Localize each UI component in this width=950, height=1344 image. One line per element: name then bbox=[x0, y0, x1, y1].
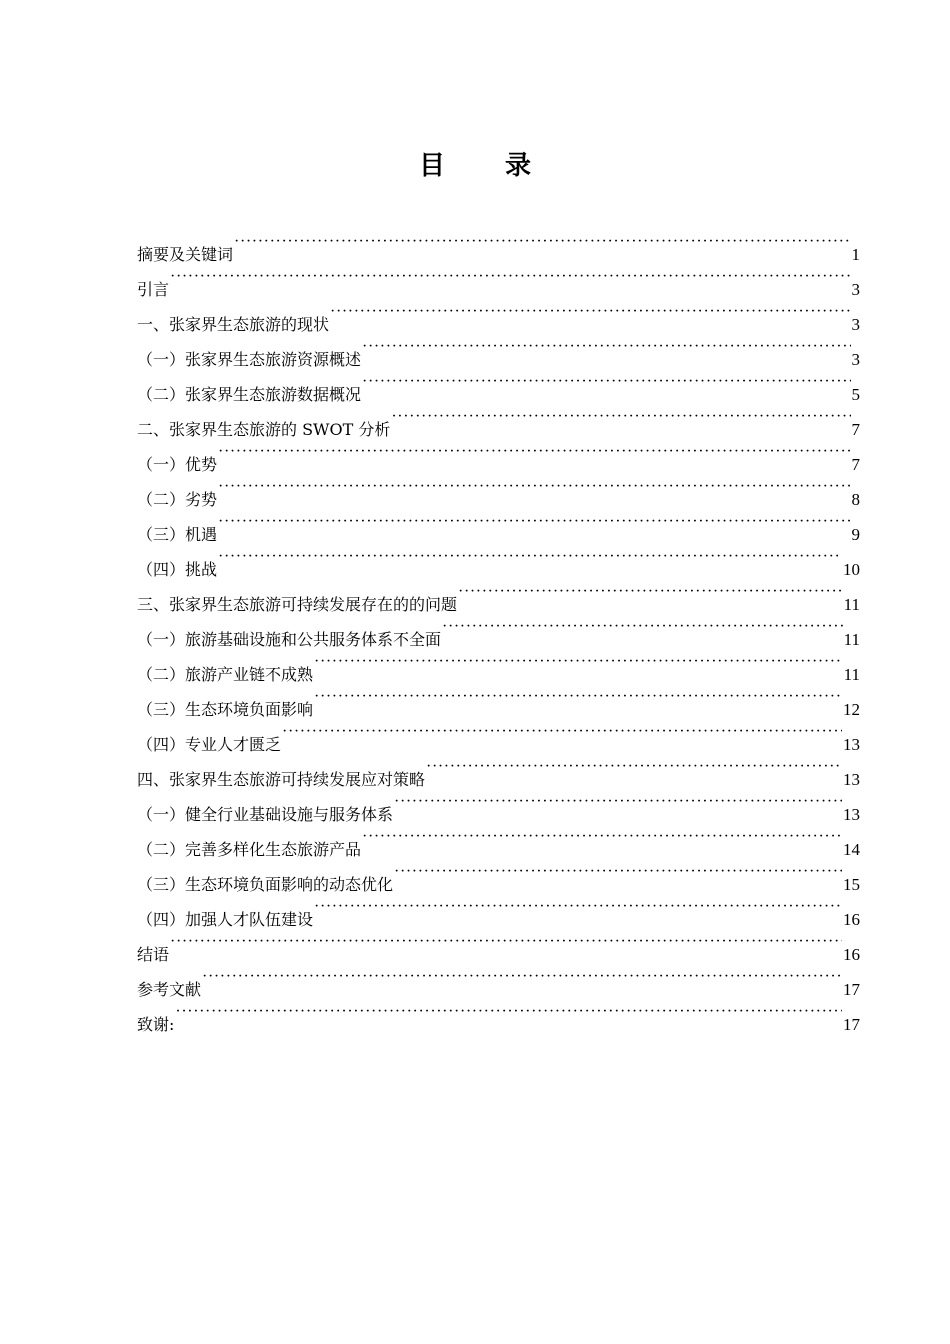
dot-leader bbox=[314, 899, 842, 925]
dot-leader bbox=[394, 794, 842, 820]
toc-entry-label: （二）劣势 bbox=[137, 490, 218, 509]
toc-entry-page: 16 bbox=[843, 910, 860, 929]
toc-entry[interactable] bbox=[137, 549, 860, 584]
page-title bbox=[0, 145, 950, 182]
toc-entry[interactable] bbox=[137, 339, 860, 374]
toc-entry-page: 11 bbox=[843, 595, 860, 614]
toc-entry-page: 5 bbox=[851, 385, 860, 404]
toc-entry-label: 结语 bbox=[137, 945, 170, 964]
toc-entry-label: （一）优势 bbox=[137, 455, 218, 474]
toc-entry-page: 3 bbox=[851, 280, 860, 299]
toc-entry-label: 引言 bbox=[137, 280, 170, 299]
toc-entry-label: （四）加强人才队伍建设 bbox=[137, 910, 314, 929]
toc-entry-page: 13 bbox=[843, 770, 860, 789]
toc-entry-label: （二）旅游产业链不成熟 bbox=[137, 665, 314, 684]
toc-entry-page: 13 bbox=[843, 735, 860, 754]
toc-entry-page: 1 bbox=[851, 245, 860, 264]
toc-entry[interactable] bbox=[137, 689, 860, 724]
toc-entry-label: （四）专业人才匮乏 bbox=[137, 735, 282, 754]
toc-entry-label: 二、张家界生态旅游的 SWOT 分析 bbox=[137, 420, 391, 439]
toc-entry[interactable] bbox=[137, 654, 860, 689]
dot-leader bbox=[314, 689, 842, 715]
toc-entry[interactable] bbox=[137, 934, 860, 969]
dot-leader bbox=[426, 759, 842, 785]
toc-entry-label: 四、张家界生态旅游可持续发展应对策略 bbox=[137, 770, 426, 789]
toc-entry-label: 致谢: bbox=[137, 1015, 175, 1034]
toc-entry-page: 11 bbox=[843, 630, 860, 649]
dot-leader bbox=[218, 549, 842, 575]
dot-leader bbox=[442, 619, 843, 645]
dot-leader bbox=[202, 969, 842, 995]
toc-entry[interactable] bbox=[137, 514, 860, 549]
dot-leader bbox=[170, 269, 850, 295]
toc-entry-label: （二）张家界生态旅游数据概况 bbox=[137, 385, 362, 404]
toc-entry-page: 14 bbox=[843, 840, 860, 859]
dot-leader bbox=[234, 234, 850, 260]
toc-entry-label: （三）生态环境负面影响 bbox=[137, 700, 314, 719]
toc-entry-page: 15 bbox=[843, 875, 860, 894]
toc-entry[interactable] bbox=[137, 759, 860, 794]
toc-entry[interactable] bbox=[137, 829, 860, 864]
dot-leader bbox=[218, 479, 850, 505]
toc-entry-label: （二）完善多样化生态旅游产品 bbox=[137, 840, 362, 859]
dot-leader bbox=[362, 374, 850, 400]
toc-entry[interactable] bbox=[137, 584, 860, 619]
toc-entry[interactable] bbox=[137, 864, 860, 899]
toc-entry-page: 3 bbox=[851, 350, 860, 369]
toc-entry[interactable] bbox=[137, 619, 860, 654]
dot-leader bbox=[362, 829, 842, 855]
title-char-1: 目 bbox=[418, 151, 445, 181]
toc-entry[interactable] bbox=[137, 1004, 860, 1039]
dot-leader bbox=[394, 864, 842, 890]
toc-entry[interactable] bbox=[137, 444, 860, 479]
toc-entry-page: 7 bbox=[851, 420, 860, 439]
dot-leader bbox=[170, 934, 842, 960]
toc-entry-label: （一）健全行业基础设施与服务体系 bbox=[137, 805, 394, 824]
toc-entry[interactable] bbox=[137, 234, 860, 269]
toc-entry-page: 8 bbox=[851, 490, 860, 509]
dot-leader bbox=[218, 444, 850, 470]
table-of-contents bbox=[137, 234, 860, 1039]
toc-entry-label: （三）机遇 bbox=[137, 525, 218, 544]
dot-leader bbox=[330, 304, 850, 330]
toc-entry[interactable] bbox=[137, 409, 860, 444]
toc-entry-label: （一）张家界生态旅游资源概述 bbox=[137, 350, 362, 369]
toc-entry-label: （四）挑战 bbox=[137, 560, 218, 579]
toc-entry[interactable] bbox=[137, 269, 860, 304]
toc-entry-label: 参考文献 bbox=[137, 980, 202, 999]
toc-entry[interactable] bbox=[137, 969, 860, 1004]
toc-entry-label: （一）旅游基础设施和公共服务体系不全面 bbox=[137, 630, 442, 649]
dot-leader bbox=[175, 1004, 842, 1030]
toc-entry[interactable] bbox=[137, 374, 860, 409]
dot-leader bbox=[314, 654, 843, 680]
toc-entry-label: 三、张家界生态旅游可持续发展存在的的问题 bbox=[137, 595, 458, 614]
toc-entry[interactable] bbox=[137, 479, 860, 514]
toc-entry-page: 11 bbox=[843, 665, 860, 684]
toc-entry[interactable] bbox=[137, 899, 860, 934]
toc-entry-page: 7 bbox=[851, 455, 860, 474]
dot-leader bbox=[218, 514, 850, 540]
toc-entry-label: 摘要及关键词 bbox=[137, 245, 234, 264]
dot-leader bbox=[362, 339, 850, 365]
toc-entry-label: 一、张家界生态旅游的现状 bbox=[137, 315, 330, 334]
toc-entry-page: 17 bbox=[843, 1015, 860, 1034]
toc-entry[interactable] bbox=[137, 304, 860, 339]
toc-entry[interactable] bbox=[137, 724, 860, 759]
toc-entry-page: 13 bbox=[843, 805, 860, 824]
dot-leader bbox=[282, 724, 842, 750]
toc-entry-page: 9 bbox=[851, 525, 860, 544]
toc-entry-page: 10 bbox=[843, 560, 860, 579]
toc-entry-page: 3 bbox=[851, 315, 860, 334]
dot-leader bbox=[458, 584, 843, 610]
dot-leader bbox=[391, 409, 850, 435]
toc-entry-page: 17 bbox=[843, 980, 860, 999]
toc-entry-page: 16 bbox=[843, 945, 860, 964]
toc-entry-page: 12 bbox=[843, 700, 860, 719]
toc-entry[interactable] bbox=[137, 794, 860, 829]
title-char-2: 录 bbox=[505, 151, 532, 181]
toc-entry-label: （三）生态环境负面影响的动态优化 bbox=[137, 875, 394, 894]
